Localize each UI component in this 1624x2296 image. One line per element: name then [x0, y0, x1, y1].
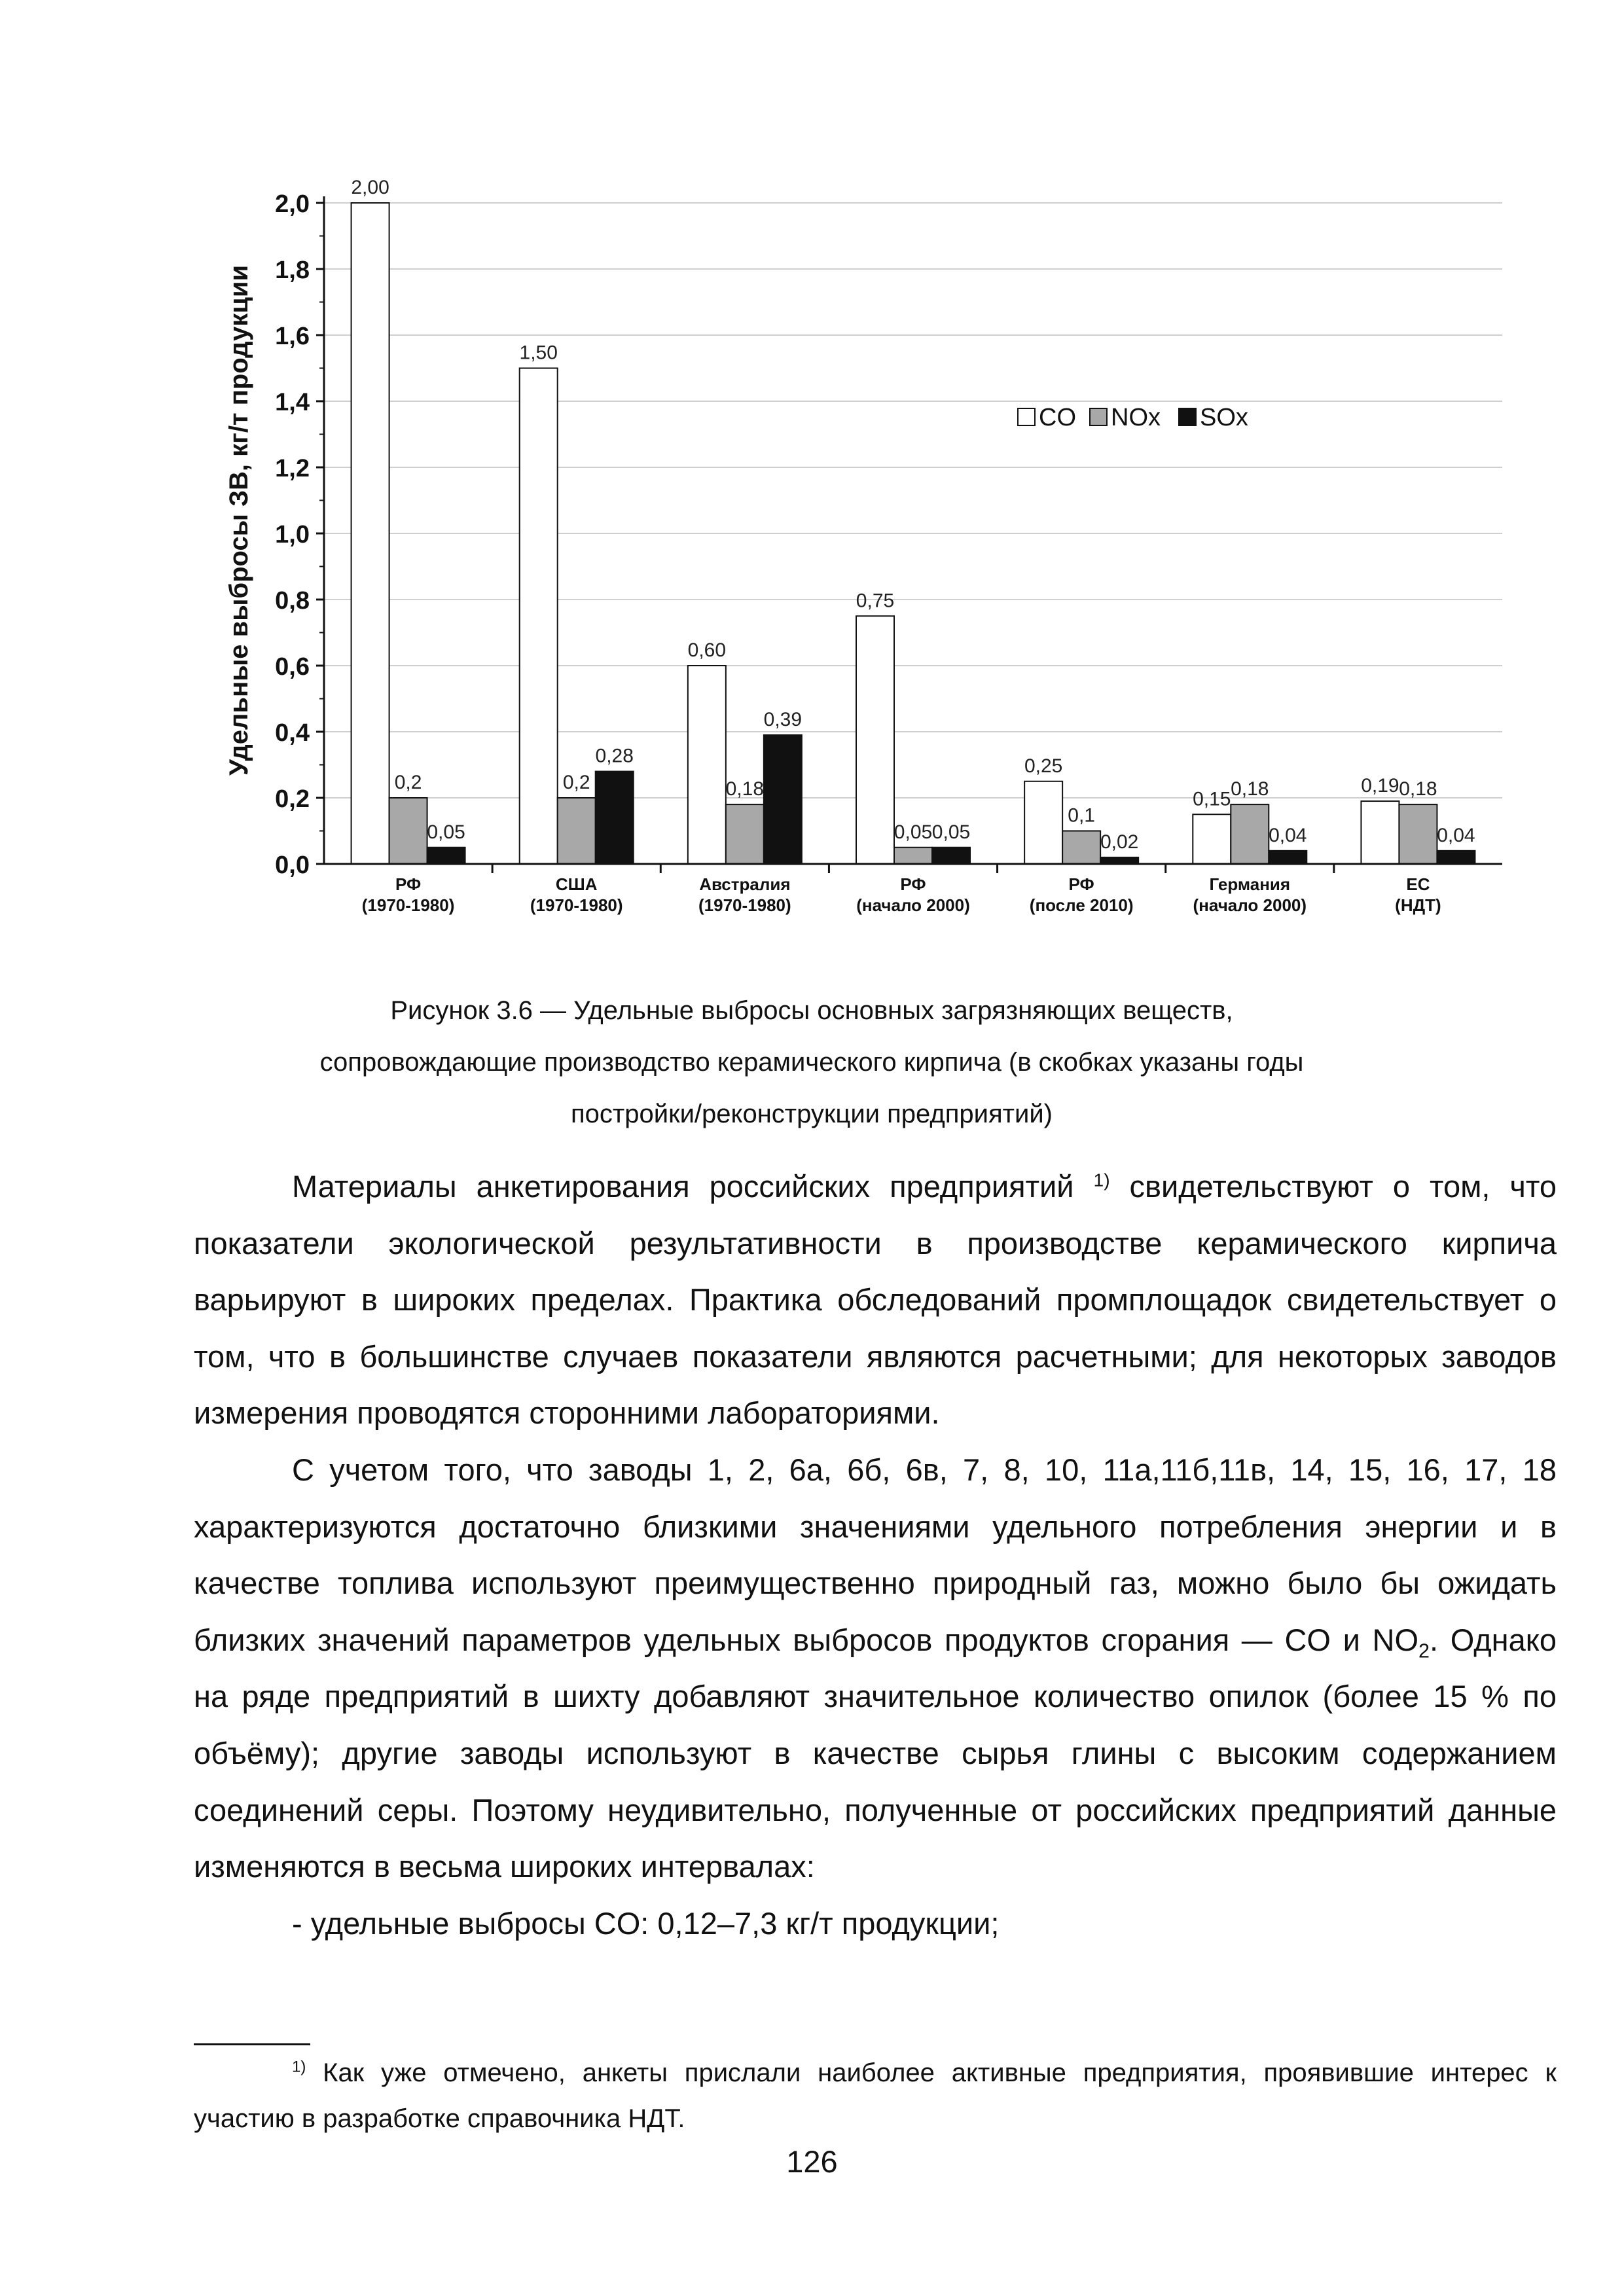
bar-value-label: 0,04 — [1437, 824, 1475, 846]
y-tick-label: 1,2 — [275, 455, 310, 482]
bar-value-label: 0,60 — [687, 639, 727, 661]
paragraph-2: С учетом того, что заводы 1, 2, 6а, 6б, 6в, 7, 8, 10, 11а,11б,11в, 14, 15, 16, 17, 18 характеризуются достаточно близкими значениями удельного потребления энергии и в качестве топлива используют преимущественно природный газ, можно было бы ожидать близких значений параметров удельных выбросов продуктов сгорания — CO и $NO_2$. Однако на ряде предприятий в шихту добавляют значительное количество опилок (более 15 % по объёму); другие заводы используют в качестве сырья глины с высоким содержанием соединений серы. Поэтому неудивительно, полученные от российских предприятий данные изменяются в весьма широких интервалах: — [194, 1452, 1557, 1884]
y-tick-label: 0,2 — [275, 785, 310, 813]
bar-nox — [1231, 804, 1269, 864]
bar-co — [856, 616, 894, 864]
bar-co — [1024, 781, 1062, 864]
emissions-bar-chart — [216, 151, 1519, 923]
bar-value-label: 0,04 — [1269, 824, 1307, 846]
bar-value-label: 0,19 — [1361, 775, 1399, 797]
y-tick-label: 0,8 — [275, 587, 310, 615]
bar-value-label: 0,15 — [1193, 788, 1231, 810]
legend-label-nox: NOx — [1111, 404, 1161, 431]
x-category-label: РФ — [395, 874, 422, 894]
x-category-sublabel: (начало 2000) — [1193, 895, 1307, 915]
legend-swatch-nox — [1090, 408, 1107, 425]
y-tick-label: 1,4 — [275, 389, 310, 416]
page-number: 126 — [786, 2144, 838, 2179]
caption-line-2: сопровождающие производство керамического кирпича (в скобках указаны годы — [319, 1048, 1304, 1077]
legend-swatch-co — [1018, 408, 1035, 425]
x-category-label: ЕС — [1406, 874, 1430, 894]
bar-co — [520, 368, 558, 865]
x-category-label: США — [555, 874, 598, 894]
bar-value-label: 0,25 — [1024, 755, 1063, 777]
footnote-separator — [194, 2043, 310, 2045]
y-tick-label: 2,0 — [275, 190, 310, 218]
footnote-ref: 1) — [1093, 1169, 1110, 1191]
bar-value-label: 0,05 — [931, 821, 971, 843]
x-category-label: РФ — [900, 874, 926, 894]
paragraph-3: - удельные выбросы CO: 0,12–7,3 кг/т продукции; — [292, 1905, 1000, 1941]
bar-value-label: 0,05 — [427, 821, 465, 843]
x-category-sublabel: (1970-1980) — [361, 895, 455, 915]
bar-nox — [558, 798, 596, 864]
x-category-label: РФ — [1068, 874, 1094, 894]
bar-nox — [1399, 804, 1437, 864]
bar-co — [1193, 814, 1231, 864]
chart-gridlines — [324, 203, 1502, 798]
chart-legend — [1018, 404, 1248, 431]
bar-sox — [1100, 857, 1138, 864]
figure-caption — [236, 985, 1388, 1140]
bar-sox — [764, 735, 802, 864]
y-axis-ticks — [275, 190, 324, 879]
bar-value-label: 0,2 — [394, 772, 422, 793]
bar-nox — [389, 798, 427, 864]
bar-value-label: 0,28 — [595, 745, 634, 767]
x-category-sublabel: (1970-1980) — [698, 895, 791, 915]
bar-value-label: 0,2 — [562, 772, 590, 793]
body-text — [194, 1158, 1557, 1952]
footnote: $^{1)}$ Как уже отмечено, анкеты прислали наиболее активные предприятия, проявившие интерес к участию в разработке справочника НДТ. — [194, 2058, 1557, 2133]
bar-value-label: 0,75 — [856, 590, 895, 612]
x-category-label: Австралия — [699, 874, 791, 894]
bar-co — [352, 203, 389, 864]
x-axis-category-labels — [362, 864, 1441, 915]
bar-value-label: 0,18 — [725, 778, 765, 800]
caption-line-1: Рисунок 3.6 — Удельные выбросы основных загрязняющих веществ, — [390, 996, 1233, 1025]
legend-label-co: CO — [1039, 404, 1076, 431]
bar-value-label: 0,02 — [1100, 831, 1139, 853]
bar-value-label: 0,18 — [1231, 778, 1269, 800]
bar-nox — [1062, 831, 1100, 865]
bar-sox — [596, 772, 634, 864]
x-category-sublabel: (НДТ) — [1395, 895, 1441, 915]
bar-sox — [1437, 851, 1475, 864]
bar-value-label: 1,50 — [519, 342, 558, 364]
bar-value-label: 0,18 — [1399, 778, 1437, 800]
bar-nox — [726, 804, 764, 864]
caption-line-3: постройки/реконструкции предприятий) — [571, 1100, 1053, 1128]
y-tick-label: 0,4 — [275, 719, 310, 747]
paragraph-1: Материалы анкетирования российских предприятий $^{1)}$ свидетельствуют о том, что показатели экологической результативности в производстве керамического кирпича варьируют в широких пределах. Практика обследований промплощадок свидетельствует о том, что в большинстве случаев показатели являются расчетными; для некоторых заводов измерения проводятся сторонними лабораториями. — [194, 1169, 1557, 1431]
legend-label-sox: SOx — [1200, 404, 1248, 431]
x-category-sublabel: (1970-1980) — [530, 895, 623, 915]
bar-nox — [894, 848, 932, 864]
bar-sox — [427, 848, 465, 864]
y-tick-label: 0,6 — [275, 653, 310, 681]
x-category-sublabel: (после 2010) — [1029, 895, 1134, 915]
y-axis-title: Удельные выбросы ЗВ, кг/т продукции — [225, 264, 253, 776]
x-category-label: Германия — [1209, 874, 1291, 894]
legend-swatch-sox — [1179, 408, 1196, 425]
bar-co — [1361, 801, 1399, 864]
y-tick-label: 1,6 — [275, 323, 310, 350]
bar-value-label: 2,00 — [351, 177, 389, 198]
y-tick-label: 1,0 — [275, 521, 310, 548]
y-tick-label: 0,0 — [275, 852, 310, 879]
bar-sox — [932, 848, 970, 864]
x-category-sublabel: (начало 2000) — [856, 895, 970, 915]
y-tick-label: 1,8 — [275, 257, 310, 284]
bar-value-label: 0,05 — [893, 821, 933, 843]
bar-sox — [1269, 851, 1307, 864]
bar-value-label: 0,1 — [1068, 804, 1096, 827]
bar-co — [688, 666, 726, 864]
bar-value-label: 0,39 — [763, 709, 803, 731]
